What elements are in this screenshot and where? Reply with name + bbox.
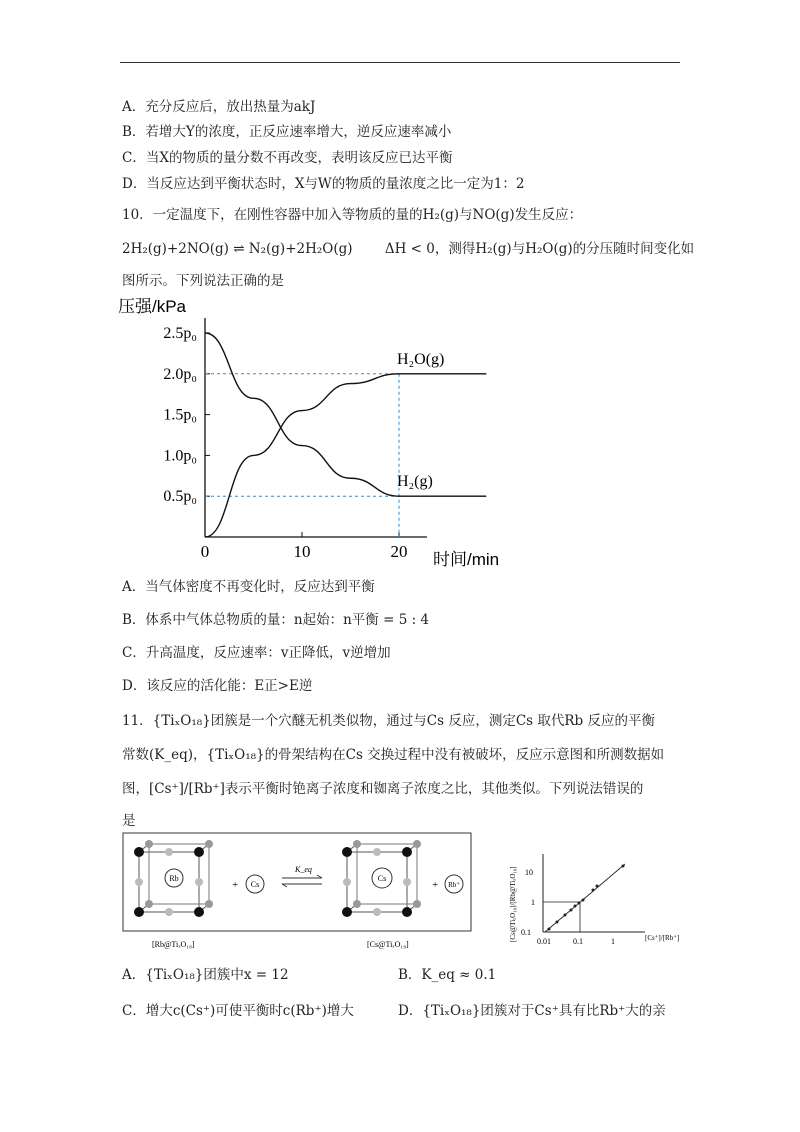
q10-stem-line1: 10．一定温度下，在刚性容器中加入等物质的量的H₂(g)与NO(g)发生反应： [122, 207, 583, 223]
cs-ion-reactant: Cs [250, 880, 260, 889]
y-tick-label: 0.5p₀ [163, 488, 197, 506]
rb-cluster-label: [Rb@TiₓO₁₈] [152, 940, 195, 949]
cluster-exchange-figure [122, 832, 472, 954]
plus-sign-2: + [432, 879, 439, 891]
q11-stem-line3: 图，[Cs⁺]/[Rb⁺]表示平衡时铯离子浓度和铷离子浓度之比，其他类似。下列说法错误的 [122, 781, 644, 797]
x-tick-label: 20 [390, 542, 408, 561]
y-axis-label: 压强/kPa [118, 297, 187, 316]
series-h2o-line [205, 374, 486, 537]
loglog-plot [505, 832, 685, 952]
q10-option-d: D．该反应的活化能：E正>E逆 [122, 678, 313, 694]
q9-option-a: A．充分反应后，放出热量为akJ [122, 99, 316, 115]
x-axis-label: 时间/min [433, 550, 500, 569]
q10-stem-line3: 图所示。下列说法正确的是 [122, 273, 284, 289]
cs-cluster-label: [Cs@TiₓO₁₈] [367, 940, 409, 949]
rb-cluster [134, 840, 213, 917]
loglog-xtick-0p1: 0.1 [573, 937, 583, 946]
q10-option-c: C．升高温度，反应速率：v正降低，v逆增加 [122, 645, 391, 661]
header-rule [120, 62, 680, 63]
loglog-ytick-10: 10 [525, 868, 533, 877]
loglog-xtick-0p01: 0.01 [537, 937, 551, 946]
q10-stem-line2 [122, 240, 694, 258]
y-tick-label: 2.0p₀ [163, 365, 197, 383]
loglog-ytick-0p1: 0.1 [521, 928, 531, 937]
rb-ion-product: Rb⁺ [448, 881, 460, 889]
x-tick-label: 10 [293, 542, 311, 561]
q11-option-a: A．{TiₓO₁₈}团簇中x = 12 [122, 967, 289, 983]
pressure-time-chart [115, 292, 515, 572]
loglog-x-label: [Cs⁺]/[Rb⁺] [645, 934, 680, 942]
q9-option-b: B．若增大Y的浓度，正反应速率增大，逆反应速率减小 [122, 124, 452, 140]
plus-sign-1: + [232, 879, 239, 891]
y-tick-label: 1.5p₀ [163, 406, 197, 424]
y-tick-label: 1.0p₀ [163, 447, 197, 465]
equilibrium-arrows [282, 865, 322, 887]
q10-equation: 2H₂(g)+2NO(g) ⇌ N₂(g)+2H₂O(g) [122, 241, 353, 257]
q11-stem-line1: 11．{TiₓO₁₈}团簇是一个穴醚无机类似物，通过与Cs 反应，测定Cs 取代Rb 反应的平衡 [122, 713, 655, 729]
q10-delta-h: ΔH < 0 [384, 241, 435, 257]
q10-option-a: A．当气体密度不再变化时，反应达到平衡 [122, 579, 375, 595]
q11-option-b: B．K_eq ≈ 0.1 [398, 967, 497, 983]
q10-option-b: B．体系中气体总物质的量：n起始：n平衡 = 5 : 4 [122, 612, 430, 628]
q11-option-d: D．{TiₓO₁₈}团簇对于Cs⁺具有比Rb⁺大的亲 [398, 1003, 666, 1019]
q9-option-d: D．当反应达到平衡状态时，X与W的物质的量浓度之比一定为1：2 [122, 176, 525, 192]
q10-stem-tail: ，测得H₂(g)与H₂O(g)的分压随时间变化如 [434, 241, 695, 257]
loglog-ytick-1: 1 [531, 898, 535, 907]
x-tick-label: 0 [200, 542, 210, 561]
cs-ion-encapsulated: Cs [377, 874, 387, 883]
series-h2o-label: H₂O(g) [397, 350, 445, 368]
q11-option-c: C．增大c(Cs⁺)可使平衡时c(Rb⁺)增大 [122, 1003, 354, 1019]
q11-stem-line2: 常数(K_eq)，{TiₓO₁₈}的骨架结构在Cs 交换过程中没有被破坏，反应示意图和所测数据如 [122, 747, 665, 763]
series-h2-label: H₂(g) [397, 473, 433, 491]
keq-label: K_eq [295, 865, 312, 874]
rb-ion-label: Rb [169, 874, 179, 883]
y-tick-label: 2.5p₀ [163, 325, 197, 342]
q11-stem-line4: 是 [122, 813, 136, 829]
q9-option-c: C．当X的物质的量分数不再改变，表明该反应已达平衡 [122, 150, 453, 166]
cs-cluster [342, 840, 421, 917]
loglog-xtick-1: 1 [611, 937, 615, 946]
loglog-y-label: [Cs@TiₓO₁₈]/[Rb@TiₓO₁₈] [509, 866, 517, 942]
